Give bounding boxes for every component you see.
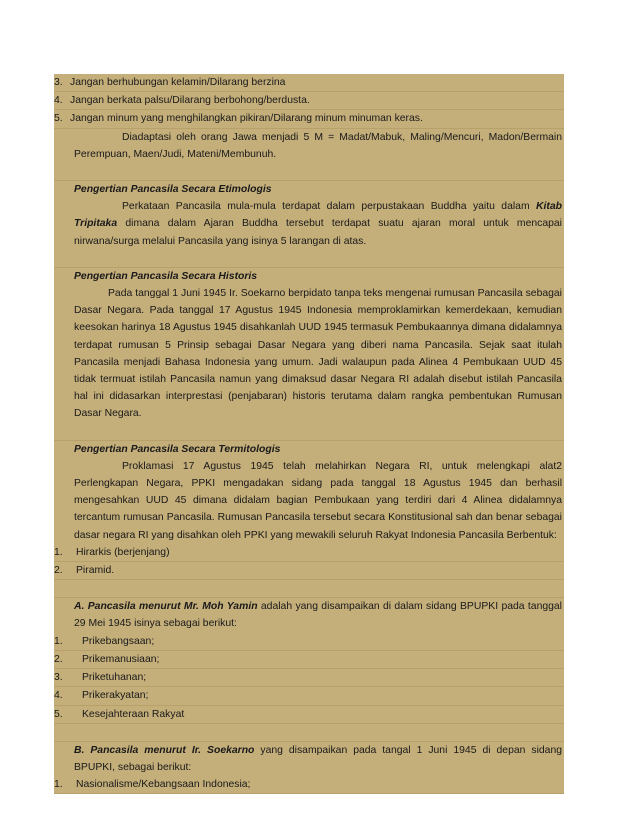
- list-text: Jangan berhubungan kelamin/Dilarang berzina: [70, 77, 286, 88]
- list-item: [54, 687, 564, 705]
- section-heading: Pengertian Pancasila Secara Historis: [74, 270, 258, 282]
- list-text: Jangan berkata palsu/Dilarang berbohong/berdusta.: [70, 95, 310, 107]
- list-item: [54, 633, 564, 651]
- soekarno-section: [54, 742, 564, 776]
- list-text: Jangan minum yang menghilangkan pikiran/Dilarang minum minuman keras.: [70, 113, 423, 125]
- list-text: Priketuhanan;: [82, 672, 147, 684]
- spacer-row: [54, 250, 564, 268]
- list-item: [54, 776, 564, 794]
- list-text: Prikemanusiaan;: [82, 653, 160, 665]
- list-item: [54, 110, 564, 128]
- list-number: 3.: [54, 77, 63, 88]
- section-heading: Pengertian Pancasila Secara Etimologis: [74, 184, 272, 196]
- adaptation-paragraph: [54, 129, 564, 163]
- list-number: 5.: [54, 708, 63, 720]
- list-text: Kesejahteraan Rakyat: [82, 708, 185, 720]
- bold-term: A. Pancasila menurut Mr. Moh Yamin: [74, 601, 258, 613]
- section-paragraph: Proklamasi 17 Agustus 1945 telah melahirkan Negara RI, untuk melengkapi alat2 Perlengkapan Negara, PPKI mengadakan sidang pada tanggal 18 Agustus 1945 dan berhasil mengesahkan UUD 45 dimana didalam bagian Pembukaan yang terdiri dari 4 Alinea didalamnya tercantum rumusan Pancasila. Rumusan Pancasila tersebut secara Konstitusional sah dan benar sebagai dasar negara RI yang disahkan oleh PPKI yang mewakili seluruh Rakyat Indonesia Pancasila Berbentuk:: [74, 460, 562, 541]
- section-paragraph: [74, 742, 562, 776]
- list-number: 5.: [54, 113, 63, 125]
- document-body: [54, 74, 564, 794]
- list-text: Prikerakyatan;: [82, 690, 149, 702]
- list-number: 3.: [54, 672, 63, 684]
- spacer-row: [54, 580, 564, 598]
- list-number: 1.: [54, 635, 63, 647]
- list-number: 4.: [54, 690, 63, 702]
- list-text: Prikebangsaan;: [82, 635, 155, 647]
- bold-term: B. Pancasila menurut Ir. Soekarno: [74, 744, 255, 756]
- spacer-row: [54, 423, 564, 441]
- list-item: [54, 544, 564, 562]
- section-paragraph: Pada tanggal 1 Juni 1945 Ir. Soekarno berpidato tanpa teks mengenai rumusan Pancasila sebagai Dasar Negara. Pada tanggal 17 Agustus 1945 Indonesia memproklamirkan kemerdekaan, kemudian keesokan harinya 18 Agustus 1945 disahkanlah UUD 1945 termasuk Pembukaannya dimana didalamnya terdapat rumusan 5 Prinsip sebagai Dasar Negara yang diberi nama Pancasila. Sejak saat itulah Pancasila menjadi Bahasa Indonesia yang umum. Jadi walaupun pada Alinea 4 Pembukaan UUD 45 tidak termuat istilah Pancasila namun yang dimaksud dasar Negara RI adalah disebut istilah Pancasila hal ini didasarkan interprestasi (penjabaran) historis terutama dalam rangka pembentukan Rumusan Dasar Negara.: [74, 288, 562, 420]
- list-item: [54, 74, 564, 92]
- bold-term: Kitab Tripitaka: [74, 201, 562, 230]
- section-heading: Pengertian Pancasila Secara Termitologis: [74, 443, 281, 455]
- list-item: [54, 651, 564, 669]
- list-item: [54, 706, 564, 724]
- list-text: Hirarkis (berjenjang): [76, 546, 170, 558]
- paragraph-text: yang disampaikan pada tangal 1 Juni 1945 di depan sidang BPUPKI, sebagai berikut:: [74, 744, 563, 773]
- spacer-row: [54, 724, 564, 742]
- spacer-row: [54, 163, 564, 181]
- historis-section: [54, 268, 564, 423]
- section-paragraph: [74, 598, 562, 632]
- yamin-section: [54, 598, 564, 632]
- paragraph-text: Perkataan Pancasila mula-mula terdapat dalam perpustakaan Buddha yaitu dalam: [122, 201, 537, 213]
- list-text: Piramid.: [76, 565, 115, 577]
- paragraph-text: dimana dalam Ajaran Buddha tersebut terdapat suatu ajaran moral untuk mencapai nirwana/surga melalui Pancasila yang isinya 5 larangan di atas.: [74, 218, 562, 247]
- paragraph-text: adalah yang disampaikan di dalam sidang BPUPKI pada tanggal 29 Mei 1945 isinya sebagai berikut:: [74, 601, 562, 630]
- termitologis-section: [54, 441, 564, 544]
- list-number: 2.: [54, 565, 63, 577]
- list-number: 1.: [54, 779, 63, 791]
- list-number: 2.: [54, 653, 63, 665]
- list-item: [54, 562, 564, 580]
- list-item: [54, 92, 564, 110]
- section-paragraph: [74, 198, 562, 250]
- list-text: Nasionalisme/Kebangsaan Indonesia;: [76, 779, 251, 791]
- adaptation-text: Diadaptasi oleh orang Jawa menjadi 5 M = Madat/Mabuk, Maling/Mencuri, Madon/Bermain Perempuan, Maen/Judi, Mateni/Membunuh.: [74, 131, 562, 160]
- list-number: 1.: [54, 546, 63, 558]
- etimologis-section: [54, 181, 564, 250]
- list-number: 4.: [54, 95, 63, 107]
- list-item: [54, 669, 564, 687]
